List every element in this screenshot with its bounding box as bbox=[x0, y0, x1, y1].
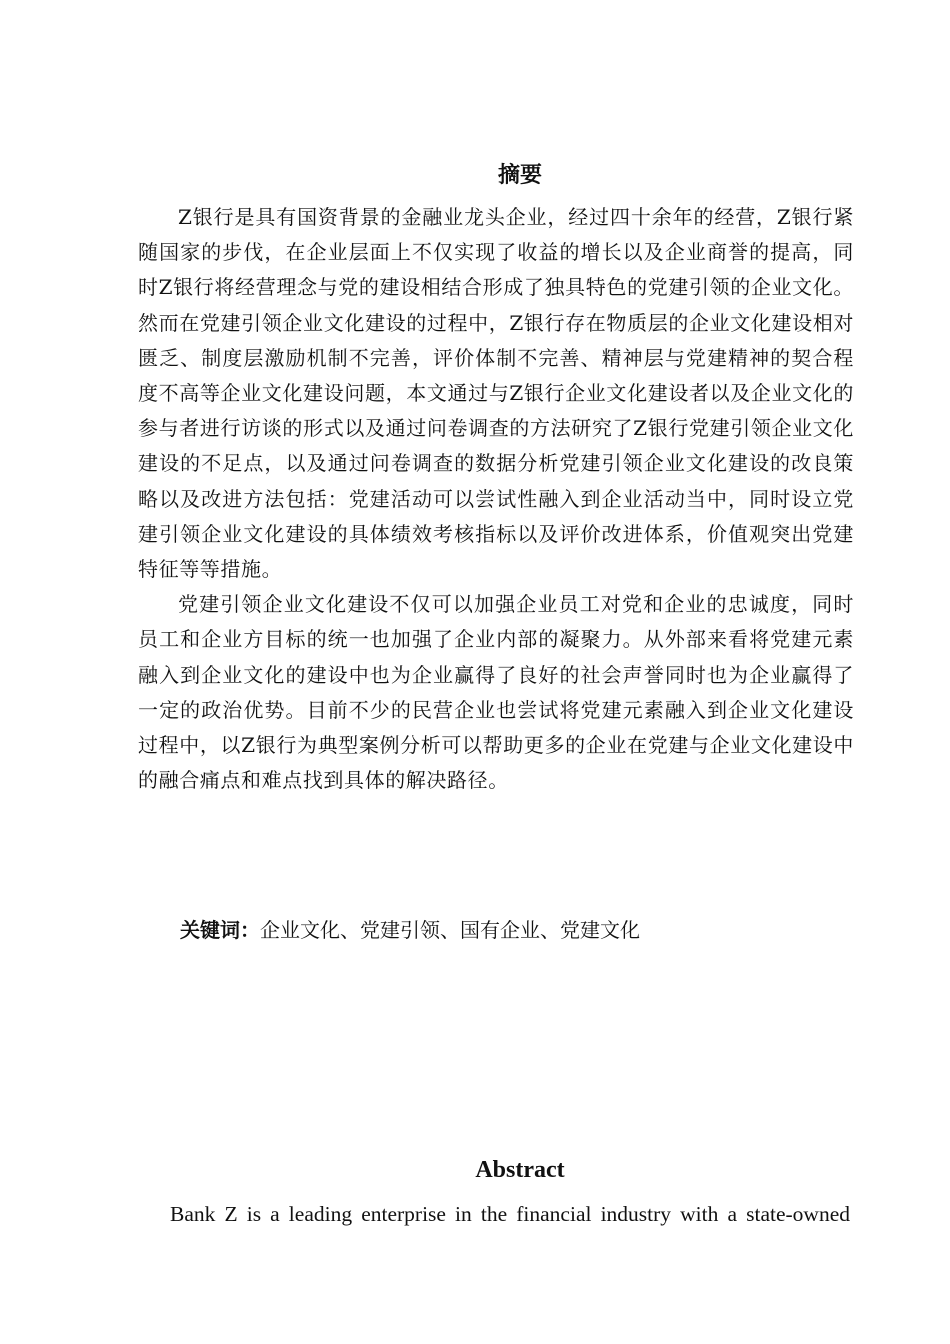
abstract-en-first-line: Bank Z is a leading enterprise in the financial industry with a state-owned bbox=[170, 1202, 850, 1226]
abstract-zh-paragraph-2: 党建引领企业文化建设不仅可以加强企业员工对党和企业的忠诚度，同时员工和企业方目标的统一也加强了企业内部的凝聚力。从外部来看将党建元素融入到企业文化的建设中也为企业赢得了良好的社会声誉同时也为企业赢得了一定的政治优势。目前不少的民营企业也尝试将党建元素融入到企业文化建设过程中，以Z银行为典型案例分析可以帮助更多的企业在党建与企业文化建设中的融合痛点和难点找到具体的解决路径。 bbox=[138, 592, 854, 793]
keywords-line bbox=[180, 913, 640, 948]
abstract-en-title: Abstract bbox=[475, 1157, 565, 1183]
abstract-zh-body bbox=[138, 200, 854, 798]
keywords-text: 企业文化、党建引领、国有企业、党建文化 bbox=[260, 918, 640, 942]
abstract-zh-title: 摘要 bbox=[497, 163, 542, 188]
abstract-zh-paragraph-1: Z银行是具有国资背景的金融业龙头企业，经过四十余年的经营，Z银行紧随国家的步伐，在企业层面上不仅实现了收益的增长以及企业商誉的提高，同时Z银行将经营理念与党的建设相结合形成了独具特色的党建引领的企业文化。然而在党建引领企业文化建设的过程中，Z银行存在物质层的企业文化建设相对匮乏、制度层激励机制不完善，评价体制不完善、精神层与党建精神的契合程度不高等企业文化建设问题，本文通过与Z银行企业文化建设者以及企业文化的参与者进行访谈的形式以及通过问卷调查的方法研究了Z银行党建引领企业文化建设的不足点，以及通过问卷调查的数据分析党建引领企业文化建设的改良策略以及改进方法包括：党建活动可以尝试性融入到企业活动当中，同时设立党建引领企业文化建设的具体绩效考核指标以及评价改进体系，价值观突出党建特征等等措施。 bbox=[138, 205, 854, 582]
keywords-label: 关键词： bbox=[180, 918, 260, 942]
